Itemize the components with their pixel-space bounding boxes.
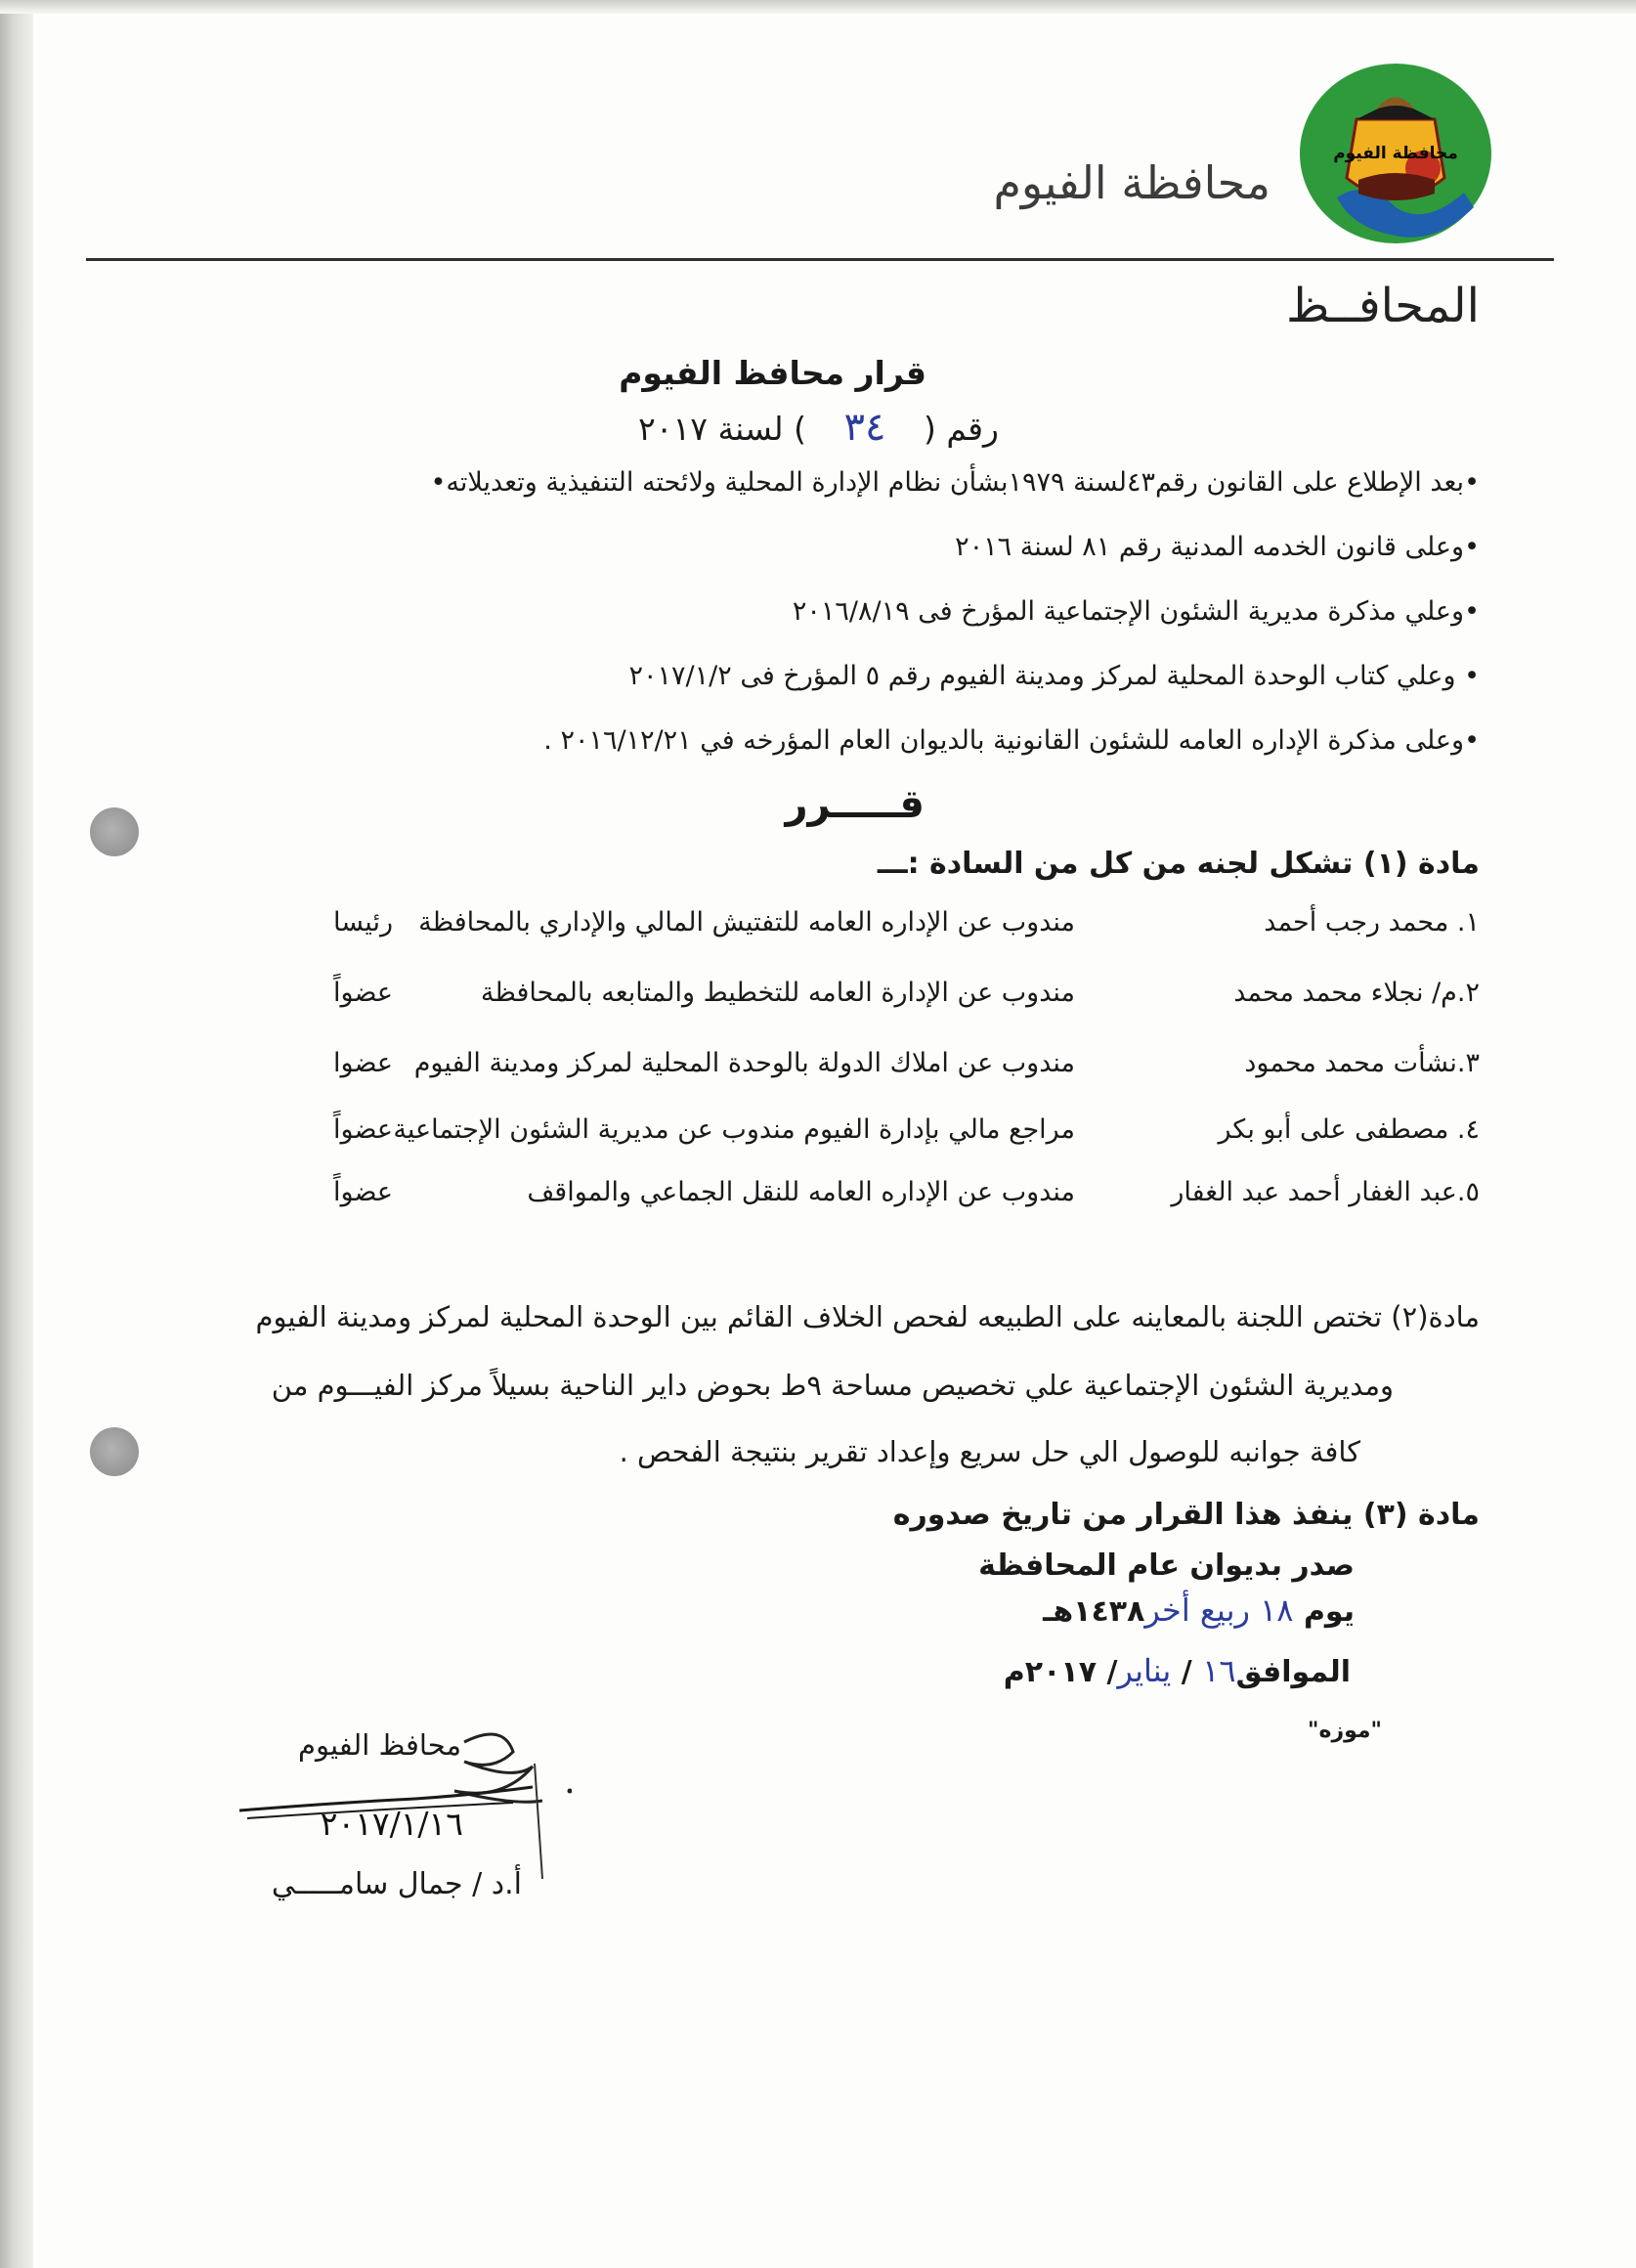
preamble-line: •وعلى مذكرة الإداره العامه للشئون القانونية بالديوان العام المؤرخه في ٢٠١٦/١٢/٢١ . (543, 725, 1480, 756)
hijri-prefix: يوم (1303, 1594, 1355, 1629)
gregorian-date (1004, 1652, 1351, 1689)
member-description: مندوب عن الإداره العامه للنقل الجماعي والمواقف (527, 1177, 1075, 1207)
member-name: ٣.نشأت محمد محمود (1244, 1048, 1480, 1078)
article-2-line: ومديرية الشئون الإجتماعية علي تخصيص مساحة ٩ط بحوض داير الناحية بسيلاً مركز الفيـــوم من (271, 1369, 1394, 1402)
typist-initials: "موزه" (1308, 1719, 1382, 1743)
committee-member (151, 1048, 1480, 1091)
preamble-line: •وعلى قانون الخدمه المدنية رقم ٨١ لسنة ٢٠١٦ (955, 532, 1480, 562)
decree-title: قرار محافظ الفيوم (619, 354, 926, 392)
article-3: مادة (٣) ينفذ هذا القرار من تاريخ صدوره (892, 1498, 1480, 1532)
decree-number-handwritten: ٣٤ (843, 405, 886, 450)
member-role: عضواً (333, 1177, 393, 1207)
member-name: ٥.عبد الغفار أحمد عبد الغفار (1171, 1177, 1480, 1207)
hijri-date (1043, 1592, 1355, 1629)
gregorian-prefix: الموافق (1235, 1655, 1351, 1689)
committee-member (151, 1114, 1480, 1157)
hijri-handwritten: ١٨ ربيع أخر (1144, 1592, 1294, 1629)
committee-member (151, 1177, 1480, 1220)
governorate-name: محافظة الفيوم (993, 156, 1270, 209)
date-separator: / (1106, 1655, 1118, 1689)
scan-left-edge (0, 0, 33, 2268)
header-divider (86, 258, 1554, 261)
decree-year: ) لسنة ٢٠١٧ (638, 410, 806, 448)
member-role: رئيسا (332, 907, 393, 938)
gregorian-day: ١٦ (1202, 1652, 1236, 1689)
member-role: عضواً (333, 978, 393, 1008)
decree-number (638, 405, 999, 450)
member-role: عضواً (333, 1114, 393, 1145)
preamble-line: •وعلي مذكرة مديرية الشئون الإجتماعية المؤرخ فى ٢٠١٦/٨/١٩ (792, 596, 1480, 627)
date-separator: / (1181, 1655, 1192, 1689)
gregorian-month: يناير (1117, 1652, 1172, 1689)
governor-name: أ.د / جمال سامـــــي (271, 1867, 522, 1901)
gregorian-year: ٢٠١٧م (1003, 1655, 1098, 1689)
member-name: ٢.م/ نجلاء محمد محمد (1233, 978, 1480, 1008)
scan-top-edge (0, 0, 1636, 14)
member-name: ١. محمد رجب أحمد (1264, 907, 1480, 938)
punch-hole (90, 807, 139, 856)
member-name: ٤. مصطفى على أبو بكر (1218, 1114, 1480, 1145)
hijri-year: ١٤٣٨هـ (1043, 1594, 1145, 1629)
governorate-logo (1298, 61, 1493, 246)
governor-title: المحافــظ (1286, 279, 1480, 333)
article-2-line: كافة جوانبه للوصول الي حل سريع وإعداد تقرير بنتيجة الفحص . (619, 1435, 1360, 1468)
article-2-line: مادة(٢) تختص اللجنة بالمعاينه على الطبيعه لفحص الخلاف القائم بين الوحدة المحلية لمركز ومدينة الفيوم (255, 1300, 1480, 1333)
preamble-line: •بعد الإطلاع على القانون رقم٤٣لسنة ١٩٧٩بشأن نظام الإدارة المحلية ولائحته التنفيذية وتعديلاته• (430, 467, 1480, 498)
logo-text: محافظة الفيوم (1333, 144, 1458, 163)
member-role: عضوا (333, 1048, 393, 1078)
committee-member (151, 978, 1480, 1021)
signature-date: ٢٠١٧/١/١٦ (320, 1805, 463, 1843)
member-description: مندوب عن الإداره العامه للتفتيش المالي والإداري بالمحافظة (418, 907, 1075, 938)
decree-number-label: رقم ( (923, 410, 999, 448)
member-description: مراجع مالي بإدارة الفيوم مندوب عن مديرية الشئون الإجتماعية (393, 1114, 1075, 1145)
punch-hole (90, 1427, 139, 1476)
article-1-heading: مادة (١) تشكل لجنه من كل من السادة :ـــ (877, 847, 1480, 881)
signature-title: محافظ الفيوم (298, 1728, 461, 1762)
member-description: مندوب عن املاك الدولة بالوحدة المحلية لمركز ومدينة الفيوم (413, 1048, 1075, 1078)
member-description: مندوب عن الإدارة العامه للتخطيط والمتابعه بالمحافظة (480, 978, 1075, 1008)
preamble-line: • وعلي كتاب الوحدة المحلية لمركز ومدينة الفيوم رقم ٥ المؤرخ فى ٢٠١٧/١/٢ (628, 661, 1480, 691)
decided-heading: قـــــرر (785, 782, 925, 827)
issued-at: صدر بديوان عام المحافظة (978, 1548, 1355, 1583)
committee-member (151, 907, 1480, 950)
